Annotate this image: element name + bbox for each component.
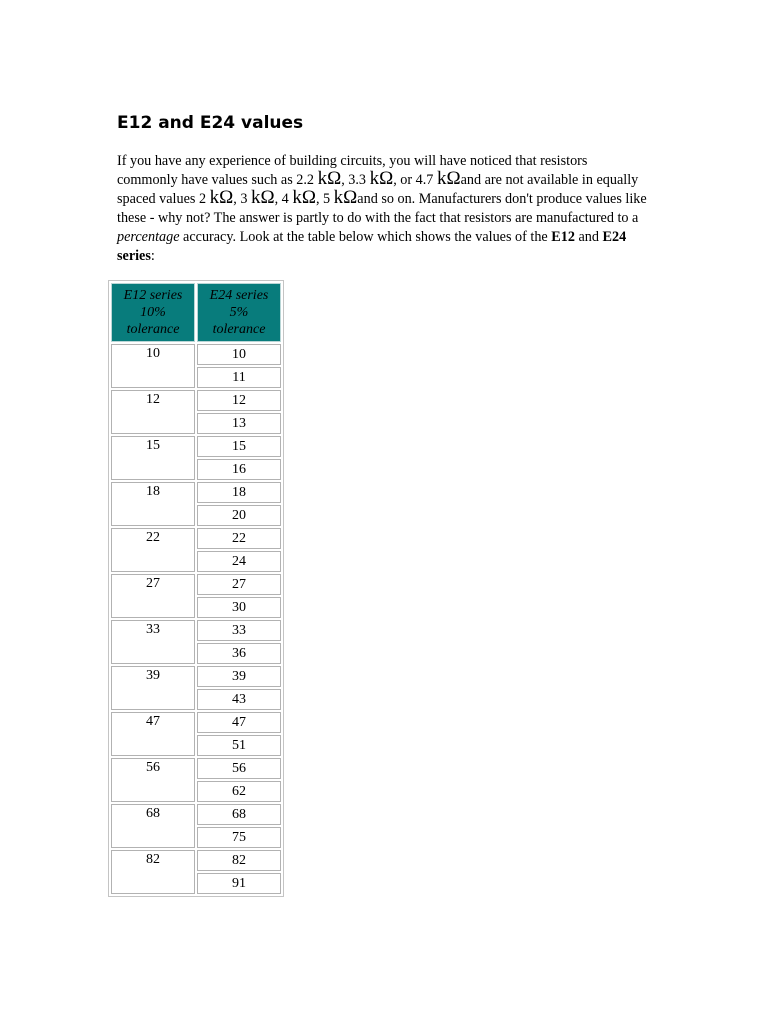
e24-value-cell: 68 [197,804,281,825]
paragraph-text: and are not available in equally spaced values 2 [117,172,639,207]
unit-kohm: kΩ [209,187,234,208]
page-heading: E12 and E24 values [117,113,304,133]
e24-value-cell: 51 [197,735,281,756]
table-row [111,758,281,779]
e24-value-cell: 18 [197,482,281,503]
e12-value-cell [111,528,195,572]
e24-value-cell: 82 [197,850,281,871]
table-row [111,390,281,411]
e24-value-cell: 75 [197,827,281,848]
e12-value: 12 [146,392,160,407]
e12-value-cell [111,344,195,388]
paragraph-text: , 3 [233,191,251,207]
paragraph-text: : [150,248,155,264]
e12-value: 15 [146,438,160,453]
table-row [111,436,281,457]
e12-value: 27 [146,576,160,591]
e12-value-cell [111,482,195,526]
unit-kohm: kΩ [333,187,358,208]
table-row [111,804,281,825]
e24-value-cell: 10 [197,344,281,365]
e12-value-cell [111,620,195,664]
e12-column-header: E12 series 10% tolerance [111,283,195,342]
e24-value-cell: 11 [197,367,281,388]
paragraph-text: accuracy. Look at the table below which shows the values of the [179,229,552,245]
e12-value-cell [111,666,195,710]
unit-kohm: kΩ [292,187,316,208]
e24-term: E24 series [117,229,627,264]
e24-value-cell: 15 [197,436,281,457]
unit-kohm: kΩ [436,168,461,189]
paragraph-text: and so on. Manufacturers don't produce values like these - why not? The answer is partly to do with the fact that resistors are manufactured to a [117,191,647,226]
e12-value-cell [111,436,195,480]
e24-value-cell: 12 [197,390,281,411]
e12-value: 47 [146,714,160,729]
e12-value-cell [111,758,195,802]
table-header-row [111,283,281,342]
table-row [111,850,281,871]
e12-value-cell [111,390,195,434]
e24-value-cell: 62 [197,781,281,802]
e12-value-cell [111,574,195,618]
paragraph-text: and [574,229,603,245]
e12-value: 22 [146,530,160,545]
e12-value: 56 [146,760,160,775]
e12-term: E12 [551,229,575,245]
table-body [111,344,281,894]
paragraph-text: , 5 [315,191,334,207]
e24-value-cell: 39 [197,666,281,687]
e24-value-cell: 56 [197,758,281,779]
table-row [111,344,281,365]
table-row [111,620,281,641]
e24-value-cell: 13 [197,413,281,434]
e24-value-cell: 33 [197,620,281,641]
e12-value: 68 [146,806,160,821]
e12-value-cell [111,712,195,756]
e24-value-cell: 30 [197,597,281,618]
e24-value-cell: 22 [197,528,281,549]
e24-value-cell: 20 [197,505,281,526]
intro-paragraph [117,152,647,266]
e24-value-cell: 91 [197,873,281,894]
unit-kohm: kΩ [317,168,342,189]
e24-value-cell: 27 [197,574,281,595]
paragraph-text: , or 4.7 [393,172,437,188]
table-row [111,712,281,733]
unit-kohm: kΩ [369,168,394,189]
percentage-emphasis: percentage [117,229,180,245]
e24-value-cell: 16 [197,459,281,480]
e24-column-header: E24 series 5% tolerance [197,283,281,342]
e24-value-cell: 47 [197,712,281,733]
e12-value: 82 [146,852,160,867]
paragraph-text: If you have any experience of building circuits, you will have noticed that resistors commonly have values such as 2.2 [117,153,588,188]
table-row [111,666,281,687]
resistor-values-table [108,280,284,897]
paragraph-text: , 3.3 [341,172,370,188]
table-row [111,482,281,503]
e12-value: 33 [146,622,160,637]
e24-value-cell: 43 [197,689,281,710]
paragraph-text: , 4 [274,191,293,207]
table-row [111,574,281,595]
e12-value-cell [111,804,195,848]
e24-value-cell: 24 [197,551,281,572]
e12-value: 10 [146,346,160,361]
unit-kohm: kΩ [250,187,275,208]
e12-value: 18 [146,484,160,499]
e12-value-cell [111,850,195,894]
e12-value: 39 [146,668,160,683]
table-row [111,528,281,549]
e24-value-cell: 36 [197,643,281,664]
